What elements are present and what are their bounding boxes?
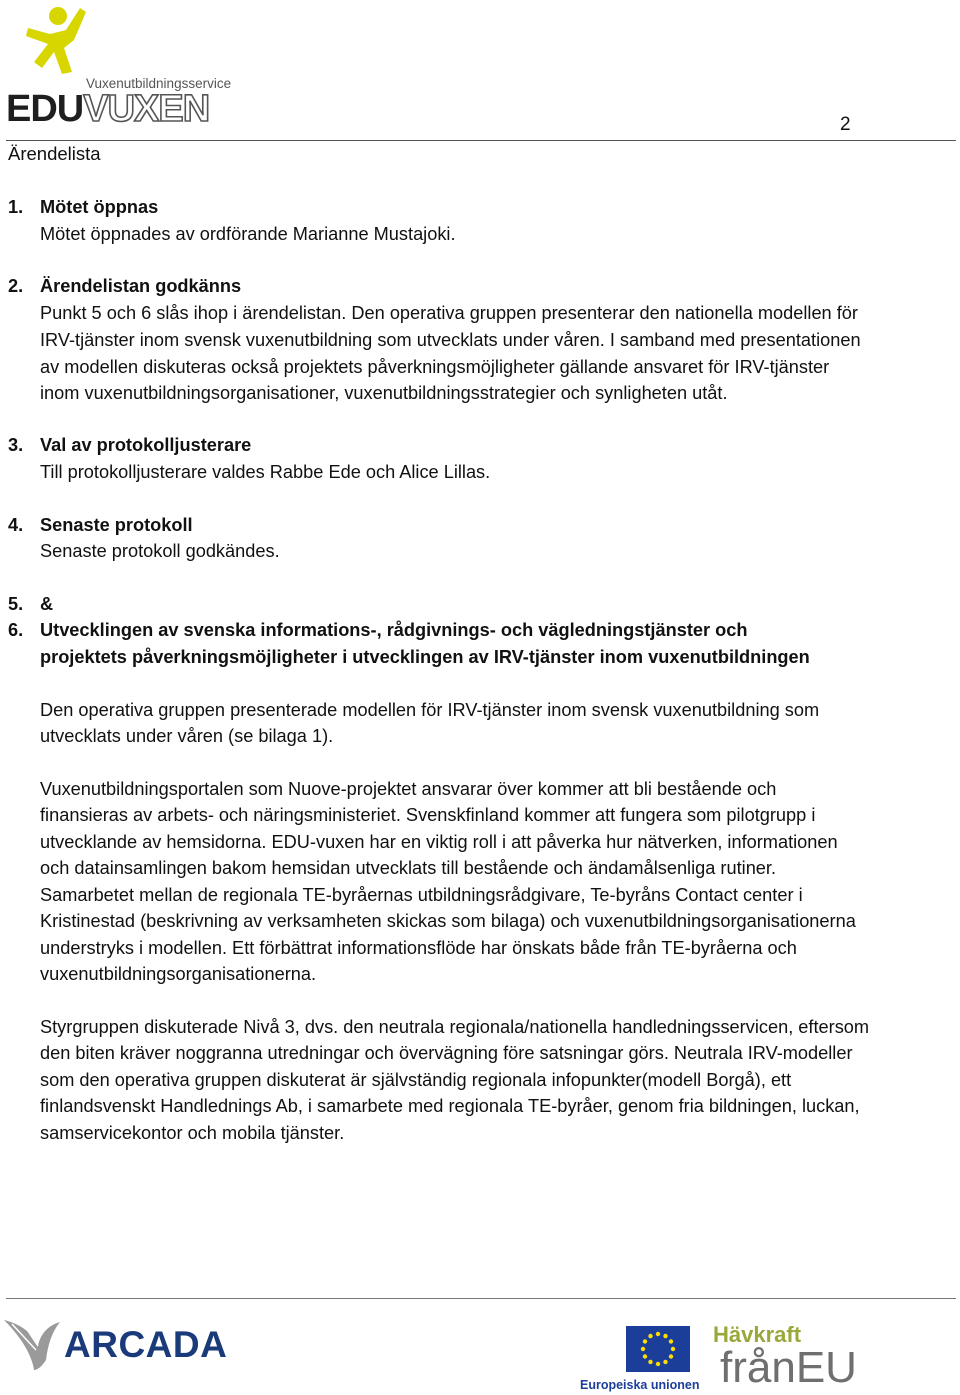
logo-subtitle: Vuxenutbildningsservice [86, 76, 232, 91]
eu-star [656, 1362, 660, 1366]
item-heading: Utvecklingen av svenska informations-, rådgivnings- och vägledningstjänster och [40, 620, 748, 640]
item-text: inom vuxenutbildningsorganisationer, vuxenutbildningsstrategier och synligheten utåt. [40, 383, 728, 403]
eu-star [663, 1360, 667, 1364]
paragraph-line: och datainsamlingen bakom hemsidan utvecklats till bestående och ändamålsenliga rutiner. [40, 858, 777, 878]
footer-rule [6, 1298, 956, 1299]
eu-star [669, 1354, 673, 1358]
eu-star [663, 1334, 667, 1338]
paragraph-line: finlandsvenskt Handlednings Ab, i samarbete med regionala TE-byråer, genom fria bildningen, luckan, [40, 1096, 860, 1116]
item-heading: & [40, 594, 54, 614]
eu-star [641, 1347, 645, 1351]
paragraph-line: Samarbetet mellan de regionala TE-byråernas utbildningsrådgivare, Te-byråns Contact center i [40, 885, 803, 905]
paragraph-line: vuxenutbildningsorganisationerna. [40, 964, 317, 984]
eu-star [648, 1360, 652, 1364]
item-number: 4. [8, 515, 24, 535]
logo-wordmark: EDUVUXEN [6, 88, 210, 130]
item-text: Punkt 5 och 6 slås ihop i ärendelistan. Den operativa gruppen presenterar den nationella modellen för [40, 303, 858, 323]
paragraph-line: finansieras av arbets- och näringsministeriet. Svenskfinland kommer att fungera som pilotgrupp i [40, 805, 816, 825]
item-number: 6. [8, 620, 24, 640]
arcada-logo [2, 1316, 228, 1376]
paragraph-line: Kristinestad (beskrivning av verksamheten skickas som bilaga) och vuxenutbildningsorganisationerna [40, 911, 856, 931]
header-rule [6, 140, 956, 141]
havkraft-top: Hävkraft [713, 1322, 802, 1347]
eu-star [671, 1347, 675, 1351]
item-number: 5. [8, 594, 24, 614]
page-number: 2 [840, 114, 851, 135]
item-text: IRV-tjänster inom svensk vuxenutbildning som utvecklats under våren. I samband med presentationen [40, 330, 861, 350]
paragraph-line: utvecklande av hemsidorna. EDU-vuxen har en viktig roll i att påverka hur nätverken, informationen [40, 832, 838, 852]
eu-flag [626, 1326, 690, 1372]
eu-star [643, 1339, 647, 1343]
eu-star [643, 1354, 647, 1358]
eu-star [669, 1339, 673, 1343]
item-number: 2. [8, 276, 24, 296]
arcada-wordmark: ARCADA [64, 1324, 228, 1365]
wing-logo-icon [2, 1316, 64, 1372]
item-number: 1. [8, 197, 24, 217]
item-heading: projektets påverkningsmöjligheter i utvecklingen av IRV-tjänster inom vuxenutbildningen [40, 647, 810, 667]
item-heading: Val av protokolljusterare [40, 435, 252, 455]
paragraph-line: den biten kräver noggranna utredningar och övervägning före satsningar görs. Neutrala IRV-modeller [40, 1043, 853, 1063]
page-title: Ärendelista [8, 143, 101, 164]
paragraph-line: som den operativa gruppen diskuterat är självständig regionala infopunkter(modell Borgå), ett [40, 1070, 792, 1090]
item-text: Till protokolljusterare valdes Rabbe Ede och Alice Lillas. [40, 462, 491, 482]
eu-star [648, 1334, 652, 1338]
eduvuxen-logo [6, 2, 232, 134]
eu-label: Europeiska unionen [580, 1378, 700, 1392]
item-number: 3. [8, 435, 24, 455]
paragraph-line: understryks i modellen. Ett förbättrat informationsflöde har önskats både från TE-byråerna och [40, 938, 797, 958]
paragraph-line: utvecklats under våren (se bilaga 1). [40, 726, 334, 746]
paragraph-line: Vuxenutbildningsportalen som Nuove-projektet ansvarar över kommer att bli bestående och [40, 779, 777, 799]
paragraph-line: Styrgruppen diskuterade Nivå 3, dvs. den neutrala regionala/nationella handledningsservicen, eftersom [40, 1017, 870, 1037]
item-heading: Senaste protokoll [40, 515, 193, 535]
eu-star [656, 1332, 660, 1336]
item-heading: Ärendelistan godkänns [40, 276, 242, 296]
eu-stars-icon [626, 1326, 690, 1372]
item-text: Mötet öppnades av ordförande Marianne Mustajoki. [40, 224, 456, 244]
item-text: Senaste protokoll godkändes. [40, 541, 280, 561]
havkraft-bottom: frånEU [720, 1343, 857, 1392]
paragraph-line: samservicekontor och mobila tjänster. [40, 1123, 345, 1143]
item-text: av modellen diskuteras också projektets påverkningsmöjligheter gällande ansvaret för IRV-tjänster [40, 357, 830, 377]
figure-logo-icon [20, 2, 110, 82]
paragraph-line: Den operativa gruppen presenterade modellen för IRV-tjänster inom svensk vuxenutbildning som [40, 700, 820, 720]
item-heading: Mötet öppnas [40, 197, 159, 217]
